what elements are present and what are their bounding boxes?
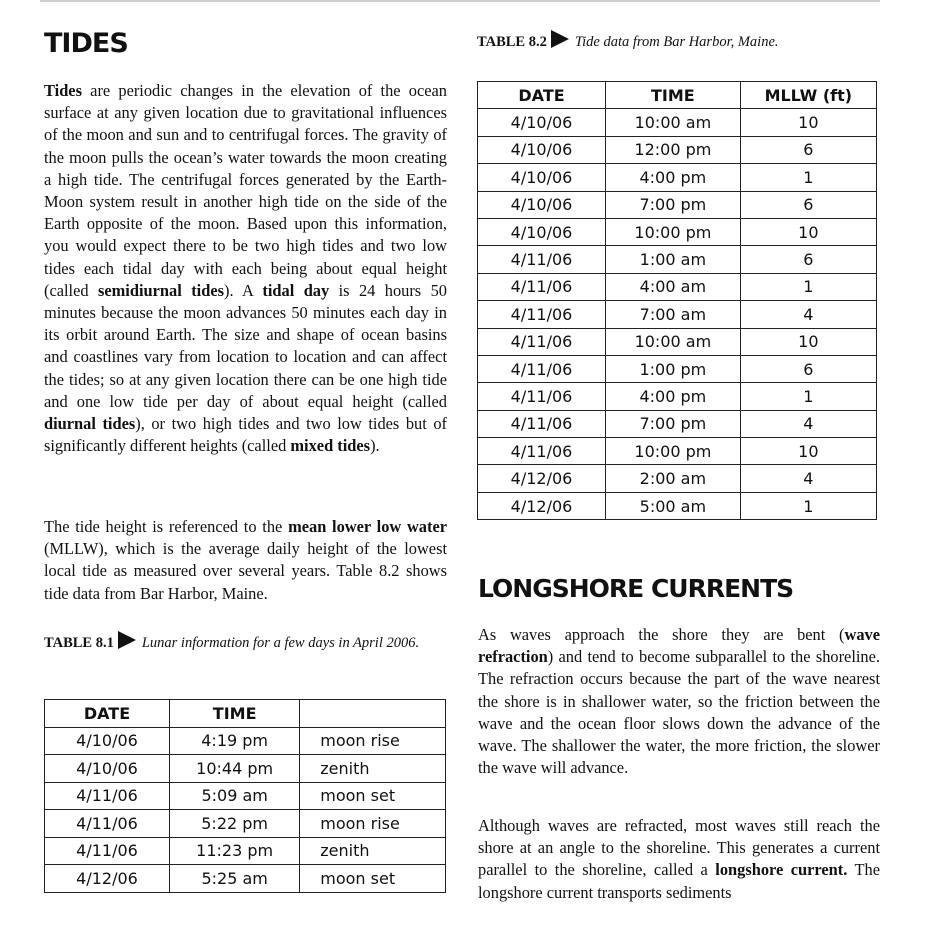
table-cell: 4/10/06: [45, 727, 170, 755]
text-run: ).: [370, 436, 380, 456]
table-cell: 4/11/06: [478, 246, 606, 273]
column-header: TIME: [170, 700, 300, 728]
table-cell: 10:00 pm: [606, 438, 741, 465]
table-row: [478, 109, 877, 136]
text-run: The longshore current transports sediments: [478, 860, 880, 902]
table-cell: 4/12/06: [478, 492, 606, 519]
table-row: [478, 383, 877, 410]
text-run: Although waves are refracted, most waves still reach the shore at an angle to the shoreline. This generates a current parallel to the shoreline, called a: [478, 816, 880, 880]
table-cell: 10:00 am: [606, 109, 741, 136]
column-header: MLLW (ft): [740, 82, 876, 109]
bold-term: diurnal tides: [44, 414, 136, 434]
top-rule: [40, 0, 880, 2]
table-cell: 6: [740, 355, 876, 382]
mllw-paragraph: [44, 516, 447, 605]
table-cell: zenith: [300, 837, 446, 865]
table-cell: 4/11/06: [478, 383, 606, 410]
column-header: TIME: [606, 82, 741, 109]
table-row: [45, 865, 446, 893]
table-cell: 4:00 pm: [606, 164, 741, 191]
table-header-row: [45, 700, 446, 728]
table-row: [45, 837, 446, 865]
table-row: [478, 438, 877, 465]
table-cell: 4/11/06: [478, 328, 606, 355]
table-cell: 4/11/06: [478, 301, 606, 328]
table-cell: 4/11/06: [478, 438, 606, 465]
table-cell: 6: [740, 246, 876, 273]
table-cell: moon set: [300, 782, 446, 810]
table-cell: 10:00 pm: [606, 218, 741, 245]
table-row: [478, 273, 877, 300]
table-cell: 4/12/06: [45, 865, 170, 893]
table-row: [478, 492, 877, 519]
table-8-1-label: TABLE 8.1: [44, 635, 114, 651]
table-header-row: [478, 82, 877, 109]
longshore-heading: LONGSHORE CURRENTS: [478, 574, 794, 603]
table-cell: 4/10/06: [45, 755, 170, 783]
table-cell: 4/11/06: [478, 355, 606, 382]
bold-term: semidiurnal tides: [98, 280, 224, 300]
column-header: DATE: [45, 700, 170, 728]
table-cell: 2:00 am: [606, 465, 741, 492]
table-8-2-description: Tide data from Bar Harbor, Maine.: [574, 34, 779, 50]
text-run: ), or two high tides and two low tides but of significantly different heights (called: [44, 414, 448, 456]
table-8-2-label: TABLE 8.2: [477, 34, 547, 50]
table-row: [478, 355, 877, 382]
table-cell: 4:00 pm: [606, 383, 741, 410]
table-cell: 1: [740, 164, 876, 191]
table-cell: 10:44 pm: [170, 755, 300, 783]
table-cell: 4/10/06: [478, 218, 606, 245]
text-run: As waves approach the shore they are bent (: [478, 625, 845, 644]
table-row: [478, 301, 877, 328]
table-cell: 5:09 am: [170, 782, 300, 810]
bold-term: wave refraction: [478, 625, 880, 667]
table-8-2-caption: [477, 30, 897, 52]
longshore-current-paragraph: [478, 815, 880, 904]
column-header: [300, 700, 446, 728]
table-row: [478, 246, 877, 273]
table-cell: 1: [740, 383, 876, 410]
table-cell: 1:00 am: [606, 246, 741, 273]
triangle-marker-icon: [551, 30, 569, 48]
table-cell: 4: [740, 465, 876, 492]
table-cell: 6: [740, 191, 876, 218]
table-cell: 5:00 am: [606, 492, 741, 519]
table-row: [478, 164, 877, 191]
bold-term: Tides: [44, 81, 82, 100]
column-header: DATE: [478, 82, 606, 109]
table-cell: 4/11/06: [45, 782, 170, 810]
table-cell: 1: [740, 273, 876, 300]
tide-data-table: [477, 81, 877, 520]
text-run: are periodic changes in the elevation of the ocean surface at any given location due to gravitational influences of the moon and sun and to centrifugal forces. The gravity of the moon pulls the ocean’s water towards the moon creating a high tide. The centrifugal forces generated by the Earth-Moon system result in another high tide on the side of the Earth opposite of the moon. Based upon this information, you would expect there to be two high tides and two low tides each tidal day with each being about equal height (called: [44, 81, 447, 300]
table-cell: 7:00 pm: [606, 191, 741, 218]
table-cell: 12:00 pm: [606, 136, 741, 163]
table-cell: 4/11/06: [45, 810, 170, 838]
table-cell: 4:19 pm: [170, 727, 300, 755]
table-cell: zenith: [300, 755, 446, 783]
table-row: [45, 755, 446, 783]
table-cell: 1:00 pm: [606, 355, 741, 382]
wave-refraction-paragraph: [478, 624, 880, 779]
table-cell: 4/11/06: [478, 273, 606, 300]
table-cell: moon set: [300, 865, 446, 893]
triangle-marker-icon: [118, 631, 136, 649]
table-row: [478, 218, 877, 245]
table-cell: 4/11/06: [45, 837, 170, 865]
table-cell: 7:00 pm: [606, 410, 741, 437]
table-cell: 5:25 am: [170, 865, 300, 893]
tides-paragraph: [44, 80, 447, 457]
text-run: The tide height is referenced to the: [44, 517, 289, 536]
table-8-1-description: Lunar information for a few days in April 2006.: [141, 635, 420, 651]
bold-term: longshore current.: [715, 860, 848, 880]
table-cell: 5:22 pm: [170, 810, 300, 838]
table-cell: 10: [740, 328, 876, 355]
table-row: [45, 727, 446, 755]
table-cell: 10: [740, 218, 876, 245]
table-row: [478, 410, 877, 437]
table-row: [45, 810, 446, 838]
table-cell: 4/10/06: [478, 136, 606, 163]
table-cell: 4/10/06: [478, 164, 606, 191]
table-cell: moon rise: [300, 810, 446, 838]
table-cell: 10:00 am: [606, 328, 741, 355]
table-cell: 10: [740, 438, 876, 465]
text-run: (MLLW), which is the average daily height of the lowest local tide as measured over several years. Table 8.2 shows tide data from Bar Harbor, Maine.: [44, 539, 447, 603]
text-run: is 24 hours 50 minutes because the moon advances 50 minutes each day in its orbit around Earth. The size and shape of ocean basins and coastlines vary from location to location and can affect the tides; so at any given location there can be one high tide and one low tide per day of about equal height (called: [44, 280, 447, 411]
table-cell: 10: [740, 109, 876, 136]
table-cell: 4/11/06: [478, 410, 606, 437]
table-cell: 4/10/06: [478, 109, 606, 136]
table-row: [478, 191, 877, 218]
table-cell: 4/12/06: [478, 465, 606, 492]
bold-term: tidal day: [262, 280, 330, 300]
lunar-info-table: [44, 699, 446, 893]
table-cell: 6: [740, 136, 876, 163]
table-row: [45, 782, 446, 810]
table-cell: 4: [740, 301, 876, 328]
table-row: [478, 328, 877, 355]
table-cell: 4:00 am: [606, 273, 741, 300]
table-row: [478, 136, 877, 163]
bold-term: mixed tides: [290, 436, 371, 456]
text-run: ) and tend to become subparallel to the shoreline. The refraction occurs because the part of the wave nearest the shore is in shallower water, so the friction between the wave and the ocean floor slows down the advance of the wave. The shallower the water, the more friction, the slower the wave will advance.: [478, 647, 880, 778]
table-cell: 4/10/06: [478, 191, 606, 218]
text-run: ). A: [223, 280, 263, 300]
table-8-1-caption: [44, 631, 454, 653]
table-cell: 7:00 am: [606, 301, 741, 328]
table-cell: 4: [740, 410, 876, 437]
table-cell: 11:23 pm: [170, 837, 300, 865]
bold-term: mean lower low water: [288, 517, 448, 536]
table-cell: 1: [740, 492, 876, 519]
table-row: [478, 465, 877, 492]
tides-heading: TIDES: [44, 28, 128, 59]
table-cell: moon rise: [300, 727, 446, 755]
